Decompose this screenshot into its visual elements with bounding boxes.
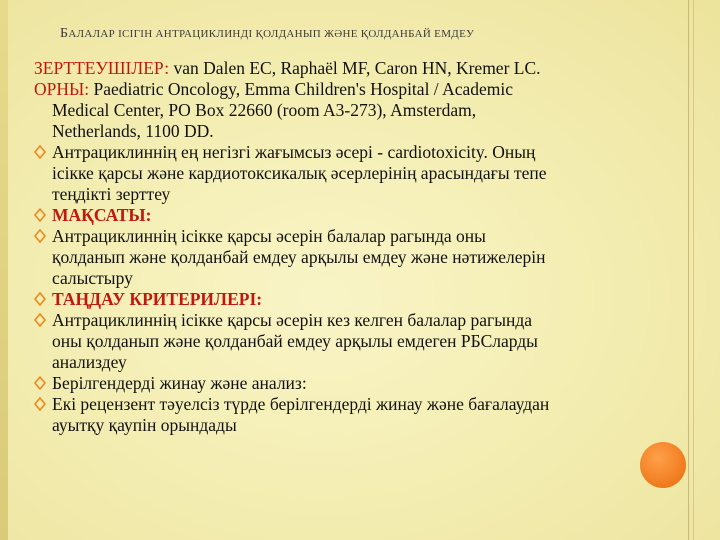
diamond-bullet-icon xyxy=(34,313,46,327)
bullet-text-line: Берілгендерді жинау және анализ: xyxy=(52,373,307,393)
diamond-bullet-icon xyxy=(34,229,46,243)
bullet-item xyxy=(34,310,684,373)
title-first-letter: Б xyxy=(60,26,69,41)
location-block xyxy=(34,79,684,142)
orange-circle-decoration xyxy=(640,442,686,488)
diamond-bullet-icon xyxy=(34,397,46,411)
bullet-text-line: Антрациклиннің ісікке қарсы әсерін балалар рагында оны xyxy=(52,226,486,246)
bullet-list xyxy=(34,142,684,436)
bullet-text-line: анализдеу xyxy=(52,352,127,372)
bullet-item xyxy=(34,226,684,289)
slide-content xyxy=(34,58,684,436)
right-frame-line xyxy=(688,0,689,540)
location-label: ОРНЫ: xyxy=(34,79,90,99)
location-line-1: Paediatric Oncology, Emma Children's Hospital / Academic xyxy=(89,79,514,99)
title-rest: АЛАЛАР ІСІГІН АНТРАЦИКЛИНДІ ҚОЛДАНЫП ЖӘНЕ ҚОЛДАНБАЙ ЕМДЕУ xyxy=(68,28,475,40)
researchers-label: ЗЕРТТЕУШІЛЕР: xyxy=(34,58,170,78)
bullet-text-line: ТАҢДАУ КРИТЕРИЛЕРІ: xyxy=(52,289,263,309)
right-frame-line-outer xyxy=(693,0,694,540)
bullet-text-line: ауытқу қаупін орындады xyxy=(52,415,237,435)
location-line-2: Medical Center, PO Box 22660 (room A3-273), Amsterdam, xyxy=(52,100,477,120)
bullet-text-line: теңдікті зерттеу xyxy=(52,184,171,204)
bullet-text-line: МАҚСАТЫ: xyxy=(52,205,152,225)
diamond-bullet-icon xyxy=(34,292,46,306)
researchers-text: van Dalen EC, Raphaël MF, Caron HN, Kremer LC. xyxy=(169,58,541,78)
diamond-bullet-icon xyxy=(34,208,46,222)
bullet-text-line: Антрациклиннің ісікке қарсы әсерін кез келген балалар рагында xyxy=(52,310,532,330)
diamond-bullet-icon xyxy=(34,376,46,390)
bullet-text-line: салыстыру xyxy=(52,268,133,288)
researchers-line xyxy=(34,58,684,79)
left-accent-bar xyxy=(0,0,8,540)
bullet-text-line: Антрациклиннің ең негізгі жағымсыз әсері - cardiotoxicity. Оның xyxy=(52,142,536,162)
bullet-item xyxy=(34,373,684,394)
slide-title xyxy=(60,26,474,42)
diamond-bullet-icon xyxy=(34,145,46,159)
bullet-item xyxy=(34,289,684,310)
bullet-item xyxy=(34,394,684,436)
bullet-text-line: оны қолданып және қолданбай емдеу арқылы емдеген РБСларды xyxy=(52,331,538,351)
bullet-text-line: Екі рецензент тәуелсіз түрде берілгендерді жинау және бағалаудан xyxy=(52,394,550,414)
bullet-text-line: қолданып және қолданбай емдеу арқылы емдеу және нәтижелерін xyxy=(52,247,546,267)
location-line-3: Netherlands, 1100 DD. xyxy=(52,121,214,141)
bullet-text-line: ісікке қарсы және кардиотоксикалық әсерлерінің арасындағы тепе xyxy=(52,163,547,183)
bullet-item xyxy=(34,205,684,226)
bullet-item xyxy=(34,142,684,205)
